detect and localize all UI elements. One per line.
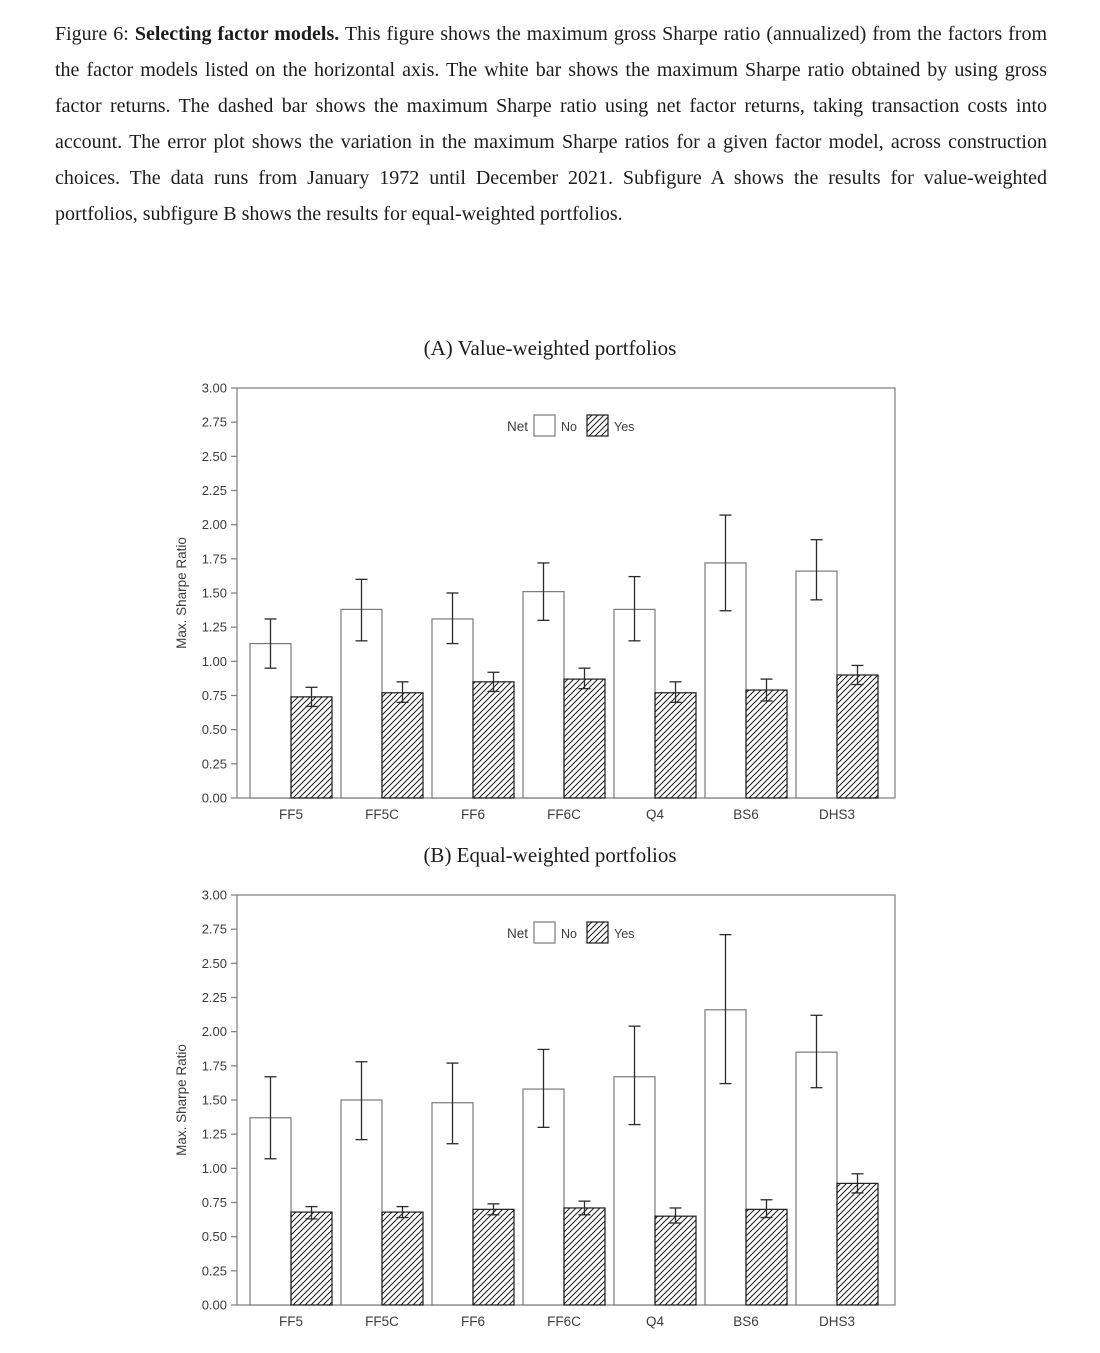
figure-caption — [55, 16, 1047, 232]
bar-net-FF6C — [564, 679, 605, 798]
bar-gross-DHS3 — [796, 1052, 837, 1305]
legend-label-no: No — [561, 420, 577, 434]
x-tick-label-Q4: Q4 — [645, 807, 665, 822]
y-tick-label: 1.50 — [201, 585, 227, 601]
subfigure-b-title: (B) Equal-weighted portfolios — [423, 843, 677, 867]
bar-net-DHS3 — [837, 675, 878, 798]
y-tick-label: 1.25 — [201, 619, 227, 635]
x-tick-label-FF6: FF6 — [460, 807, 486, 822]
bar-net-FF5C — [382, 693, 423, 798]
y-tick-label: 0.00 — [201, 1297, 227, 1313]
y-tick-label: 0.25 — [201, 1263, 227, 1279]
bar-net-FF6 — [473, 682, 514, 798]
legend-swatch-no — [534, 415, 555, 436]
legend-title: Net — [506, 419, 528, 434]
figure-caption-body: This figure shows the maximum gross Sharpe ratio (annualized) from the factors from the factor models listed on the horizontal axis. The white bar shows the maximum Sharpe ratio obtained by using gross factor returns. The dashed bar shows the maximum Sharpe ratio using net factor returns, taking transaction costs into account. The error plot shows the variation in the maximum Sharpe ratios for a given factor model, across construction choices. The data runs from January 1972 until December 2021. Subfigure A shows the results for value-weighted portfolios, subfigure B shows the results for equal-weighted portfolios. — [55, 23, 1048, 225]
y-tick-label: 0.75 — [201, 688, 227, 703]
x-tick-label-DHS3: DHS3 — [818, 807, 856, 822]
y-tick-label: 2.50 — [201, 448, 227, 464]
bar-gross-FF6 — [432, 619, 473, 798]
bar-net-BS6 — [746, 690, 787, 798]
y-tick-label: 2.00 — [201, 517, 227, 533]
y-tick-label: 2.50 — [201, 955, 227, 971]
y-tick-label: 1.50 — [201, 1092, 227, 1108]
y-tick-label: 1.25 — [201, 1126, 227, 1142]
legend-swatch-no — [534, 922, 555, 943]
y-tick-label: 0.75 — [201, 1195, 227, 1210]
y-tick-label: 2.00 — [201, 1024, 227, 1040]
subfigure-a-chart — [140, 375, 1100, 845]
x-tick-label-FF5: FF5 — [278, 807, 304, 822]
legend-title: Net — [506, 926, 528, 941]
legend-label-yes: Yes — [614, 927, 635, 941]
bar-net-FF6C — [564, 1208, 605, 1305]
x-tick-label-FF5C: FF5C — [365, 807, 399, 822]
legend-swatch-yes — [587, 922, 608, 943]
bar-net-FF5C — [382, 1212, 423, 1305]
subfigure-a-title: (A) Value-weighted portfolios — [423, 336, 677, 360]
y-tick-label: 1.75 — [201, 551, 227, 567]
bar-net-FF5 — [291, 697, 332, 798]
x-tick-label-FF6: FF6 — [460, 1314, 486, 1329]
legend-label-no: No — [561, 927, 577, 941]
x-tick-label-FF5C: FF5C — [365, 1314, 399, 1329]
legend-swatch-yes — [587, 415, 608, 436]
y-axis-title: Max. Sharpe Ratio — [174, 1044, 189, 1156]
bar-net-DHS3 — [837, 1183, 878, 1305]
y-tick-label: 3.00 — [201, 887, 227, 903]
bar-net-FF5 — [291, 1212, 332, 1305]
x-tick-label-Q4: Q4 — [645, 1314, 665, 1329]
figure-caption-bold-title: Selecting factor models. — [134, 23, 340, 45]
x-tick-label-FF5: FF5 — [278, 1314, 304, 1329]
bar-net-Q4 — [655, 1216, 696, 1305]
bar-net-FF6 — [473, 1209, 514, 1305]
y-tick-label: 2.25 — [201, 990, 227, 1005]
bar-net-Q4 — [655, 693, 696, 798]
y-tick-label: 1.00 — [201, 653, 227, 669]
y-tick-label: 1.75 — [201, 1058, 227, 1074]
y-tick-label: 0.25 — [201, 756, 227, 772]
legend-label-yes: Yes — [614, 420, 635, 434]
y-tick-label: 1.00 — [201, 1160, 227, 1176]
x-tick-label-BS6: BS6 — [733, 807, 759, 822]
x-tick-label-DHS3: DHS3 — [818, 1314, 856, 1329]
bar-gross-FF6C — [523, 592, 564, 798]
x-tick-label-FF6C: FF6C — [547, 807, 581, 822]
figure-caption-number: Figure 6: — [55, 23, 129, 45]
x-tick-label-FF6C: FF6C — [547, 1314, 581, 1329]
y-tick-label: 0.50 — [201, 1229, 227, 1245]
y-axis-title: Max. Sharpe Ratio — [174, 537, 189, 649]
y-tick-label: 0.00 — [201, 790, 227, 806]
y-tick-label: 2.25 — [201, 483, 227, 498]
y-tick-label: 2.75 — [201, 921, 227, 937]
bar-gross-DHS3 — [796, 571, 837, 798]
bar-net-BS6 — [746, 1209, 787, 1305]
y-tick-label: 0.50 — [201, 722, 227, 738]
subfigure-b-chart — [140, 882, 1100, 1352]
y-tick-label: 3.00 — [201, 380, 227, 396]
y-tick-label: 2.75 — [201, 414, 227, 430]
x-tick-label-BS6: BS6 — [733, 1314, 759, 1329]
